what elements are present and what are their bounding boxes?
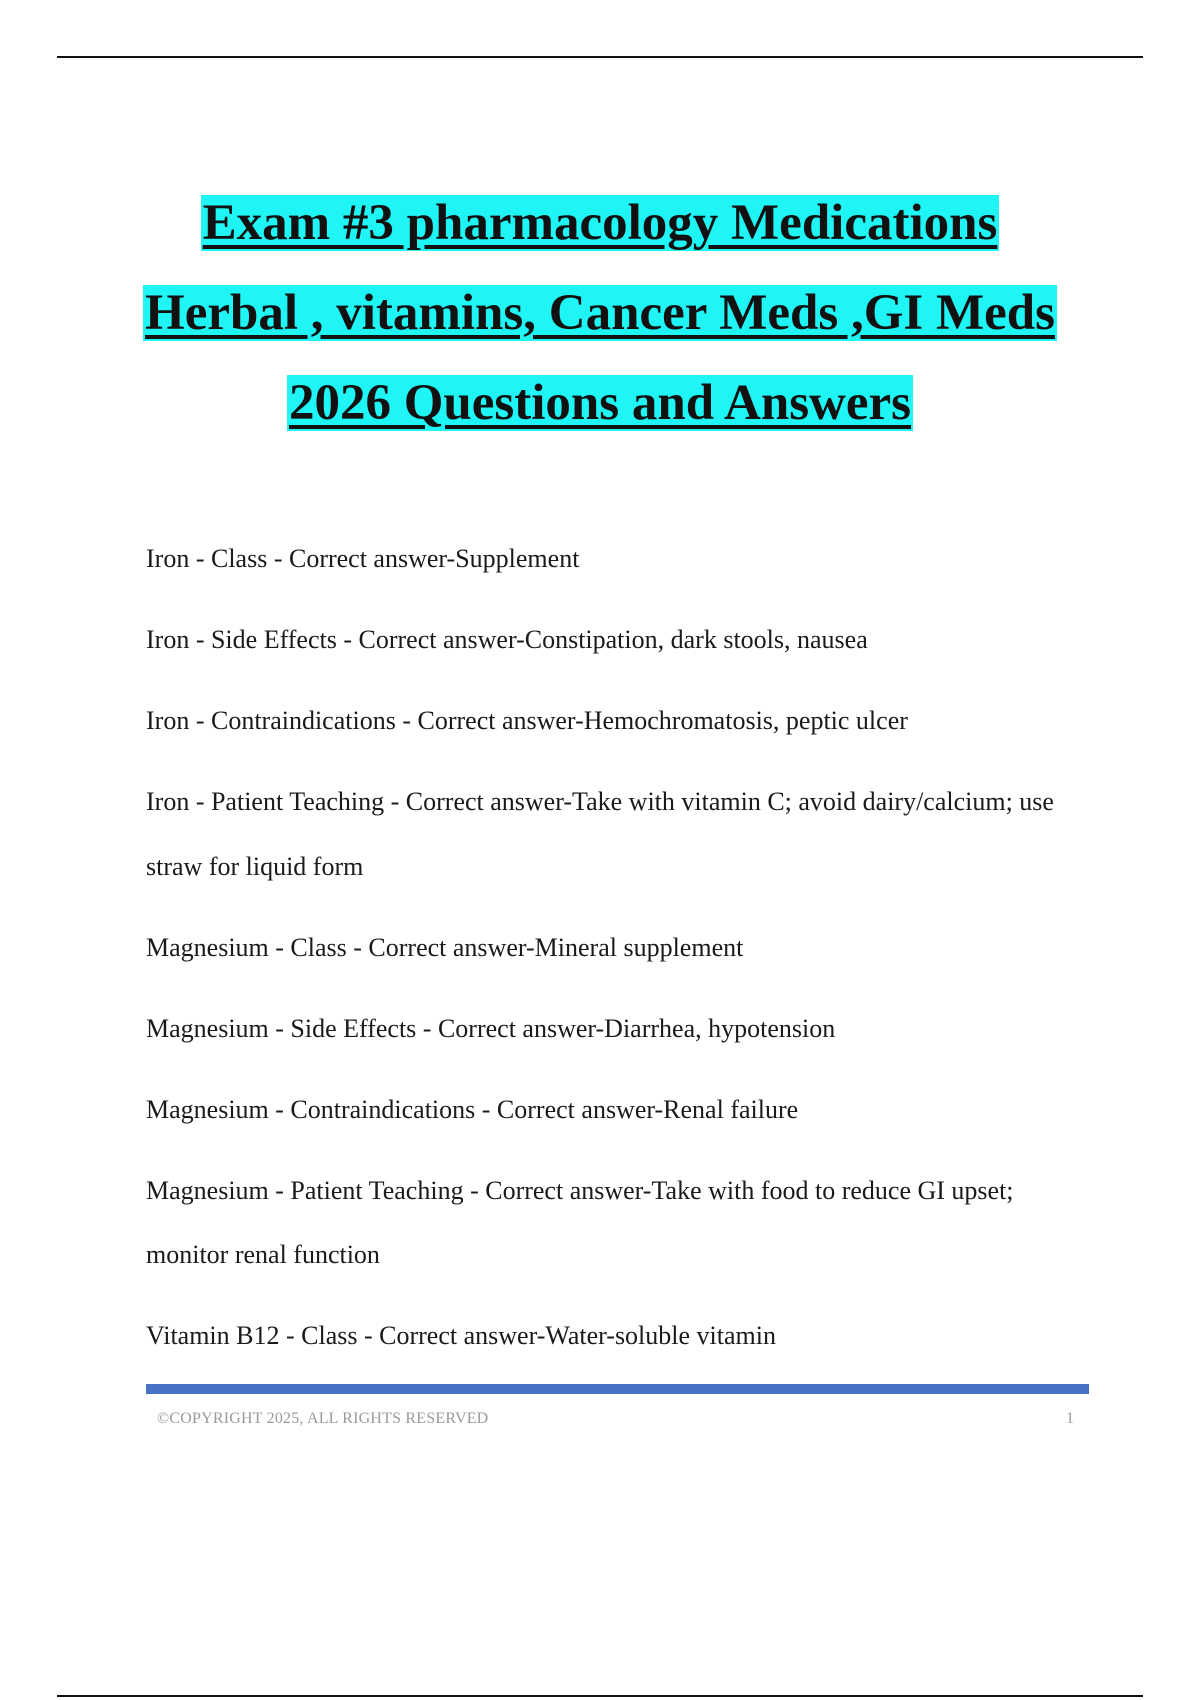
page-number: 1 [1066,1410,1074,1427]
qa-item-magnesium-patient-teaching: Magnesium - Patient Teaching - Correct answer-Take with food to reduce GI upset; monitor renal function [146,1175,1014,1269]
title-line-2-text: Herbal , vitamins, Cancer Meds ,GI Meds [145,285,1055,341]
title-line-1-text: Exam #3 pharmacology Medications [202,195,998,251]
title-line-1 [100,178,1100,268]
qa-item-magnesium-side-effects: Magnesium - Side Effects - Correct answer-Diarrhea, hypotension [146,1013,836,1043]
qa-item-magnesium-class: Magnesium - Class - Correct answer-Mineral supplement [146,932,744,962]
bottom-rule [57,1695,1143,1697]
qa-list [146,527,1091,1385]
document-title [100,178,1100,448]
title-line-3-text: 2026 Questions and Answers [288,375,912,431]
qa-item-vitamin-b12-class: Vitamin B12 - Class - Correct answer-Water-soluble vitamin [146,1321,776,1350]
qa-item-iron-contraindications: Iron - Contraindications - Correct answer-Hemochromatosis, peptic ulcer [146,706,908,735]
top-rule [57,56,1143,58]
title-line-2 [100,268,1100,358]
footer-copyright: ©COPYRIGHT 2025, ALL RIGHTS RESERVED [157,1410,489,1427]
qa-item-iron-class: Iron - Class - Correct answer-Supplement [146,544,580,573]
footer-bar [146,1384,1089,1394]
qa-item-iron-side-effects: Iron - Side Effects - Correct answer-Constipation, dark stools, nausea [146,625,868,654]
qa-item-magnesium-contraindications: Magnesium - Contraindications - Correct answer-Renal failure [146,1094,799,1124]
title-line-3 [100,358,1100,448]
qa-item-iron-patient-teaching: Iron - Patient Teaching - Correct answer-Take with vitamin C; avoid dairy/calcium; use straw for liquid form [146,787,1054,881]
